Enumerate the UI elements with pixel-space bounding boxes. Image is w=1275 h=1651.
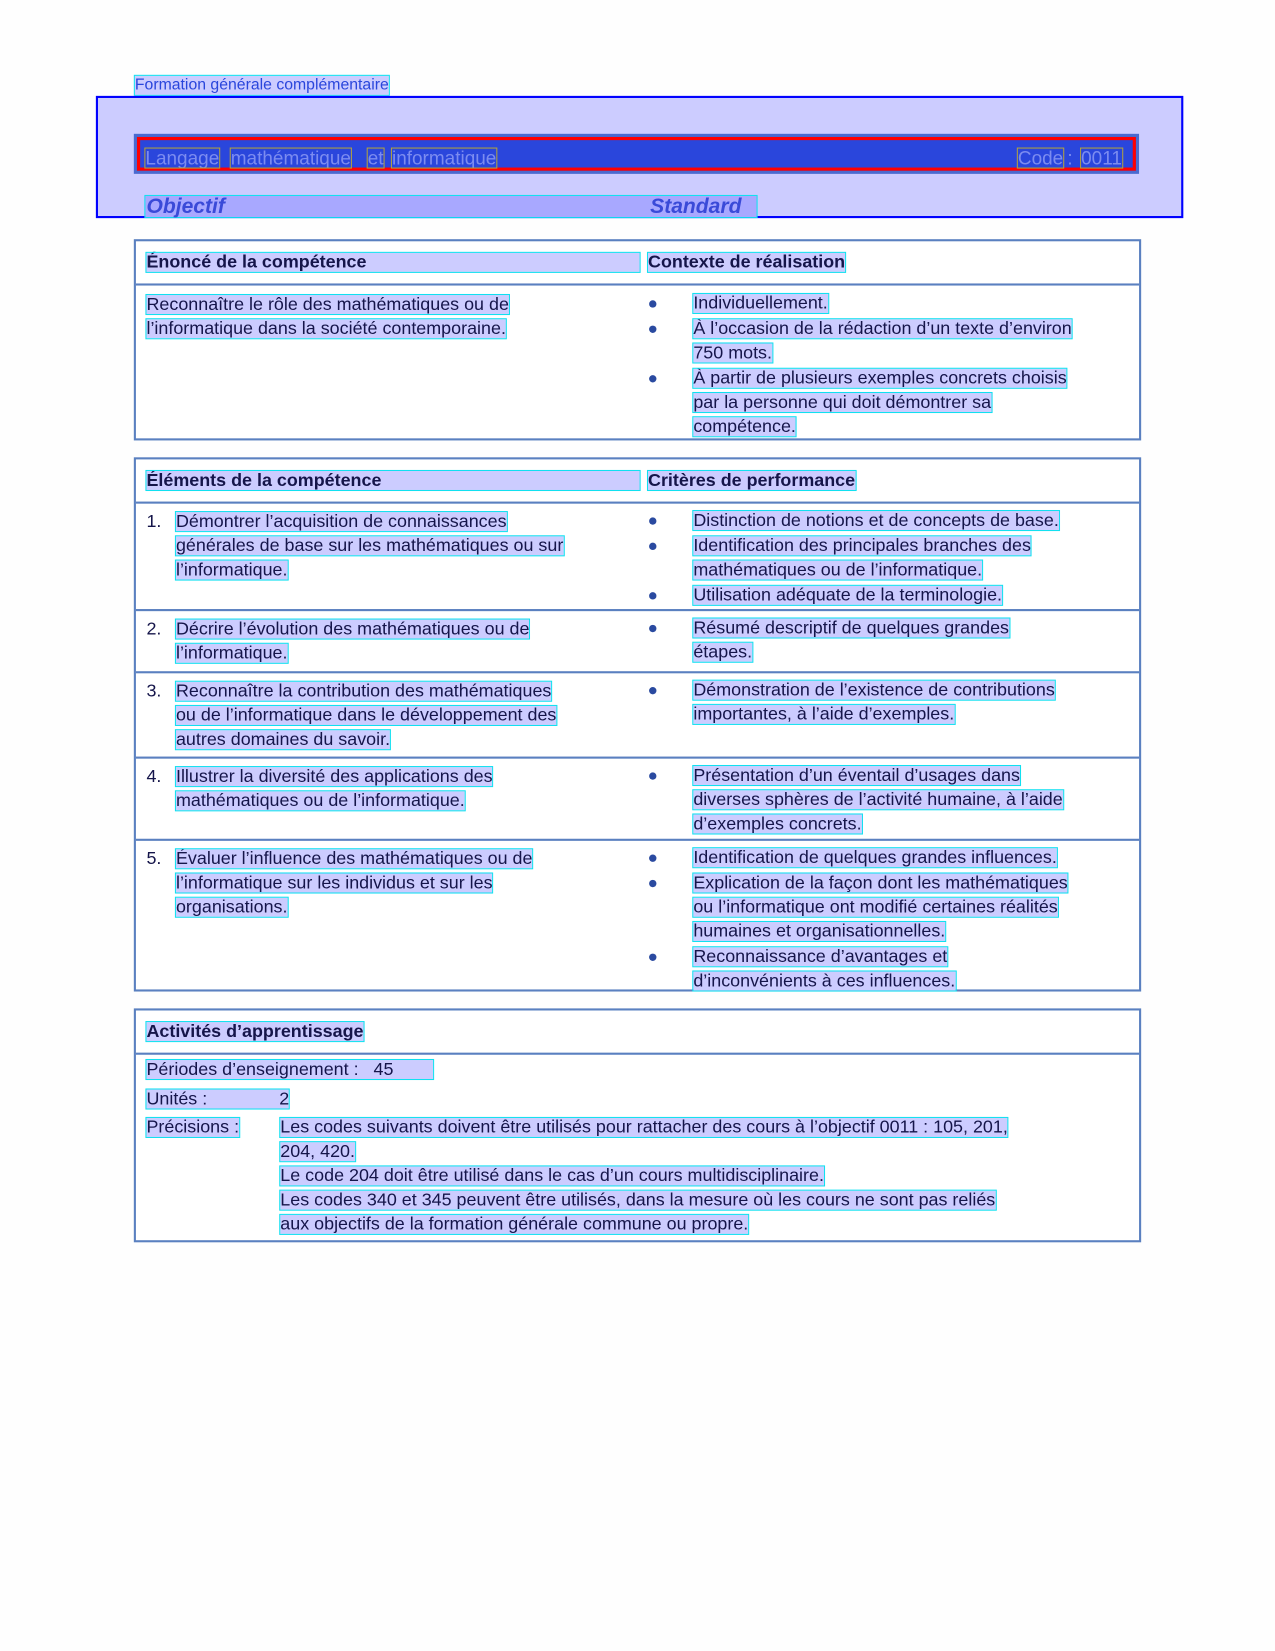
bullet-icon: [649, 326, 656, 333]
contexte-item-line: À l’occasion de la rédaction d’un texte d’environ: [693, 318, 1072, 339]
bullet-icon: [649, 543, 656, 550]
contexte-item-line: compétence.: [693, 416, 796, 437]
criterion-line: Utilisation adéquate de la terminologie.: [693, 584, 1003, 605]
criterion-line: d’exemples concrets.: [693, 813, 862, 834]
title-word: mathématique: [230, 147, 351, 169]
code-value: 0011: [1081, 147, 1122, 169]
criterion-line: ou l’informatique ont modifié certaines réalités: [693, 896, 1058, 917]
bullet-icon: [649, 772, 656, 779]
bullet-icon: [649, 687, 656, 694]
periodes-label: Périodes d’enseignement : 45: [146, 1060, 433, 1079]
title-word: informatique: [391, 147, 497, 169]
bullet-icon: [649, 625, 656, 632]
contexte-item-line: À partir de plusieurs exemples concrets choisis: [693, 367, 1067, 388]
enonce-text-line: Reconnaître le rôle des mathématiques ou de: [146, 293, 509, 315]
title-bar: [134, 134, 1139, 174]
precisions-line: Les codes suivants doivent être utilisés pour rattacher des cours à l’objectif 0011 : 105, 201,: [280, 1116, 1008, 1137]
element-text-line: l’informatique sur les individus et sur les: [175, 872, 493, 893]
precisions-label: Précisions :: [146, 1116, 240, 1137]
activites-table: [134, 1008, 1141, 1242]
section-title: Formation générale complémentaire: [134, 75, 389, 94]
element-row: [136, 504, 1139, 611]
bullet-icon: [649, 954, 656, 961]
element-text-line: ou de l’informatique dans le développement des: [175, 704, 557, 725]
elements-heading: Éléments de la compétence: [146, 471, 639, 490]
element-text-line: autres domaines du savoir.: [175, 729, 391, 750]
element-number: 3.: [146, 680, 162, 701]
criterion-line: d’inconvénients à ces influences.: [693, 970, 956, 991]
code-sep: :: [1067, 147, 1073, 169]
enonce-row: [136, 286, 1139, 439]
element-text-line: Décrire l’évolution des mathématiques ou de: [175, 618, 530, 639]
criterion-line: importantes, à l’aide d’exemples.: [693, 703, 955, 724]
precisions-line: Le code 204 doit être utilisé dans le cas d’un cours multidisciplinaire.: [280, 1165, 824, 1186]
element-row: [136, 673, 1139, 758]
element-number: 2.: [146, 618, 162, 639]
criterion-line: Reconnaissance d’avantages et: [693, 946, 948, 967]
criterion-line: mathématiques ou de l’informatique.: [693, 559, 983, 580]
element-number: 5.: [146, 848, 162, 869]
activites-heading: Activités d’apprentissage: [146, 1021, 364, 1042]
bullet-icon: [649, 592, 656, 599]
element-row: [136, 611, 1139, 673]
criterion-line: Distinction de notions et de concepts de base.: [693, 509, 1059, 531]
element-text-line: Reconnaître la contribution des mathématiques: [175, 680, 552, 701]
criterion-line: Identification de quelques grandes influences.: [693, 847, 1057, 868]
criterion-line: Présentation d’un éventail d’usages dans: [693, 764, 1020, 786]
bullet-icon: [649, 880, 656, 887]
unites-value: 2: [279, 1088, 290, 1109]
element-text-line: mathématiques ou de l’informatique.: [175, 790, 465, 811]
bullet-icon: [649, 375, 656, 382]
element-row: [136, 841, 1139, 994]
criterion-line: Explication de la façon dont les mathématiques: [693, 872, 1068, 893]
element-text-line: Illustrer la diversité des applications des: [175, 766, 493, 787]
objectif-label: Objectif: [146, 194, 225, 219]
element-text-line: l’informatique.: [175, 559, 288, 580]
precisions-line: Les codes 340 et 345 peuvent être utilisés, dans la mesure où les cours ne sont pas reliés: [280, 1189, 996, 1210]
element-number: 4.: [146, 766, 162, 787]
element-text-line: Démontrer l’acquisition de connaissances: [175, 511, 507, 532]
criterion-line: humaines et organisationnelles.: [693, 920, 946, 941]
unites-label: Unités : 2: [146, 1088, 290, 1109]
title-word: Langage: [145, 147, 220, 169]
criterion-line: Résumé descriptif de quelques grandes: [693, 617, 1010, 638]
standard-label: Standard: [650, 194, 742, 219]
elements-table: [134, 457, 1141, 991]
objectif-standard-row: [145, 196, 756, 217]
enonce-heading: Énoncé de la compétence: [146, 253, 639, 272]
criterion-line: Identification des principales branches des: [693, 535, 1031, 556]
element-text-line: l’informatique.: [175, 642, 288, 663]
precisions-line: 204, 420.: [280, 1141, 355, 1162]
enonce-table: [134, 239, 1141, 440]
element-text-line: organisations.: [175, 896, 288, 917]
title-word: et: [367, 147, 384, 169]
criterion-line: étapes.: [693, 641, 753, 662]
criterion-line: Démonstration de l’existence de contributions: [693, 679, 1055, 700]
periodes-value: 45: [373, 1058, 394, 1079]
code-label: Code: [1017, 147, 1064, 169]
bullet-icon: [649, 855, 656, 862]
contexte-item-line: par la personne qui doit démontrer sa: [693, 391, 992, 412]
precisions-line: aux objectifs de la formation générale commune ou propre.: [280, 1213, 749, 1234]
bullet-icon: [649, 300, 656, 307]
element-number: 1.: [146, 511, 162, 532]
enonce-text-line: l’informatique dans la société contemporaine.: [146, 318, 506, 339]
contexte-item-line: Individuellement.: [693, 292, 828, 313]
element-row: [136, 759, 1139, 841]
contexte-heading: Contexte de réalisation: [648, 251, 846, 272]
element-text-line: générales de base sur les mathématiques ou sur: [175, 535, 564, 556]
bullet-icon: [649, 517, 656, 524]
contexte-item-line: 750 mots.: [693, 342, 772, 363]
criteres-heading: Critères de performance: [648, 469, 856, 490]
element-text-line: Évaluer l’influence des mathématiques ou de: [175, 848, 533, 869]
criterion-line: diverses sphères de l’activité humaine, à l’aide: [693, 789, 1063, 810]
